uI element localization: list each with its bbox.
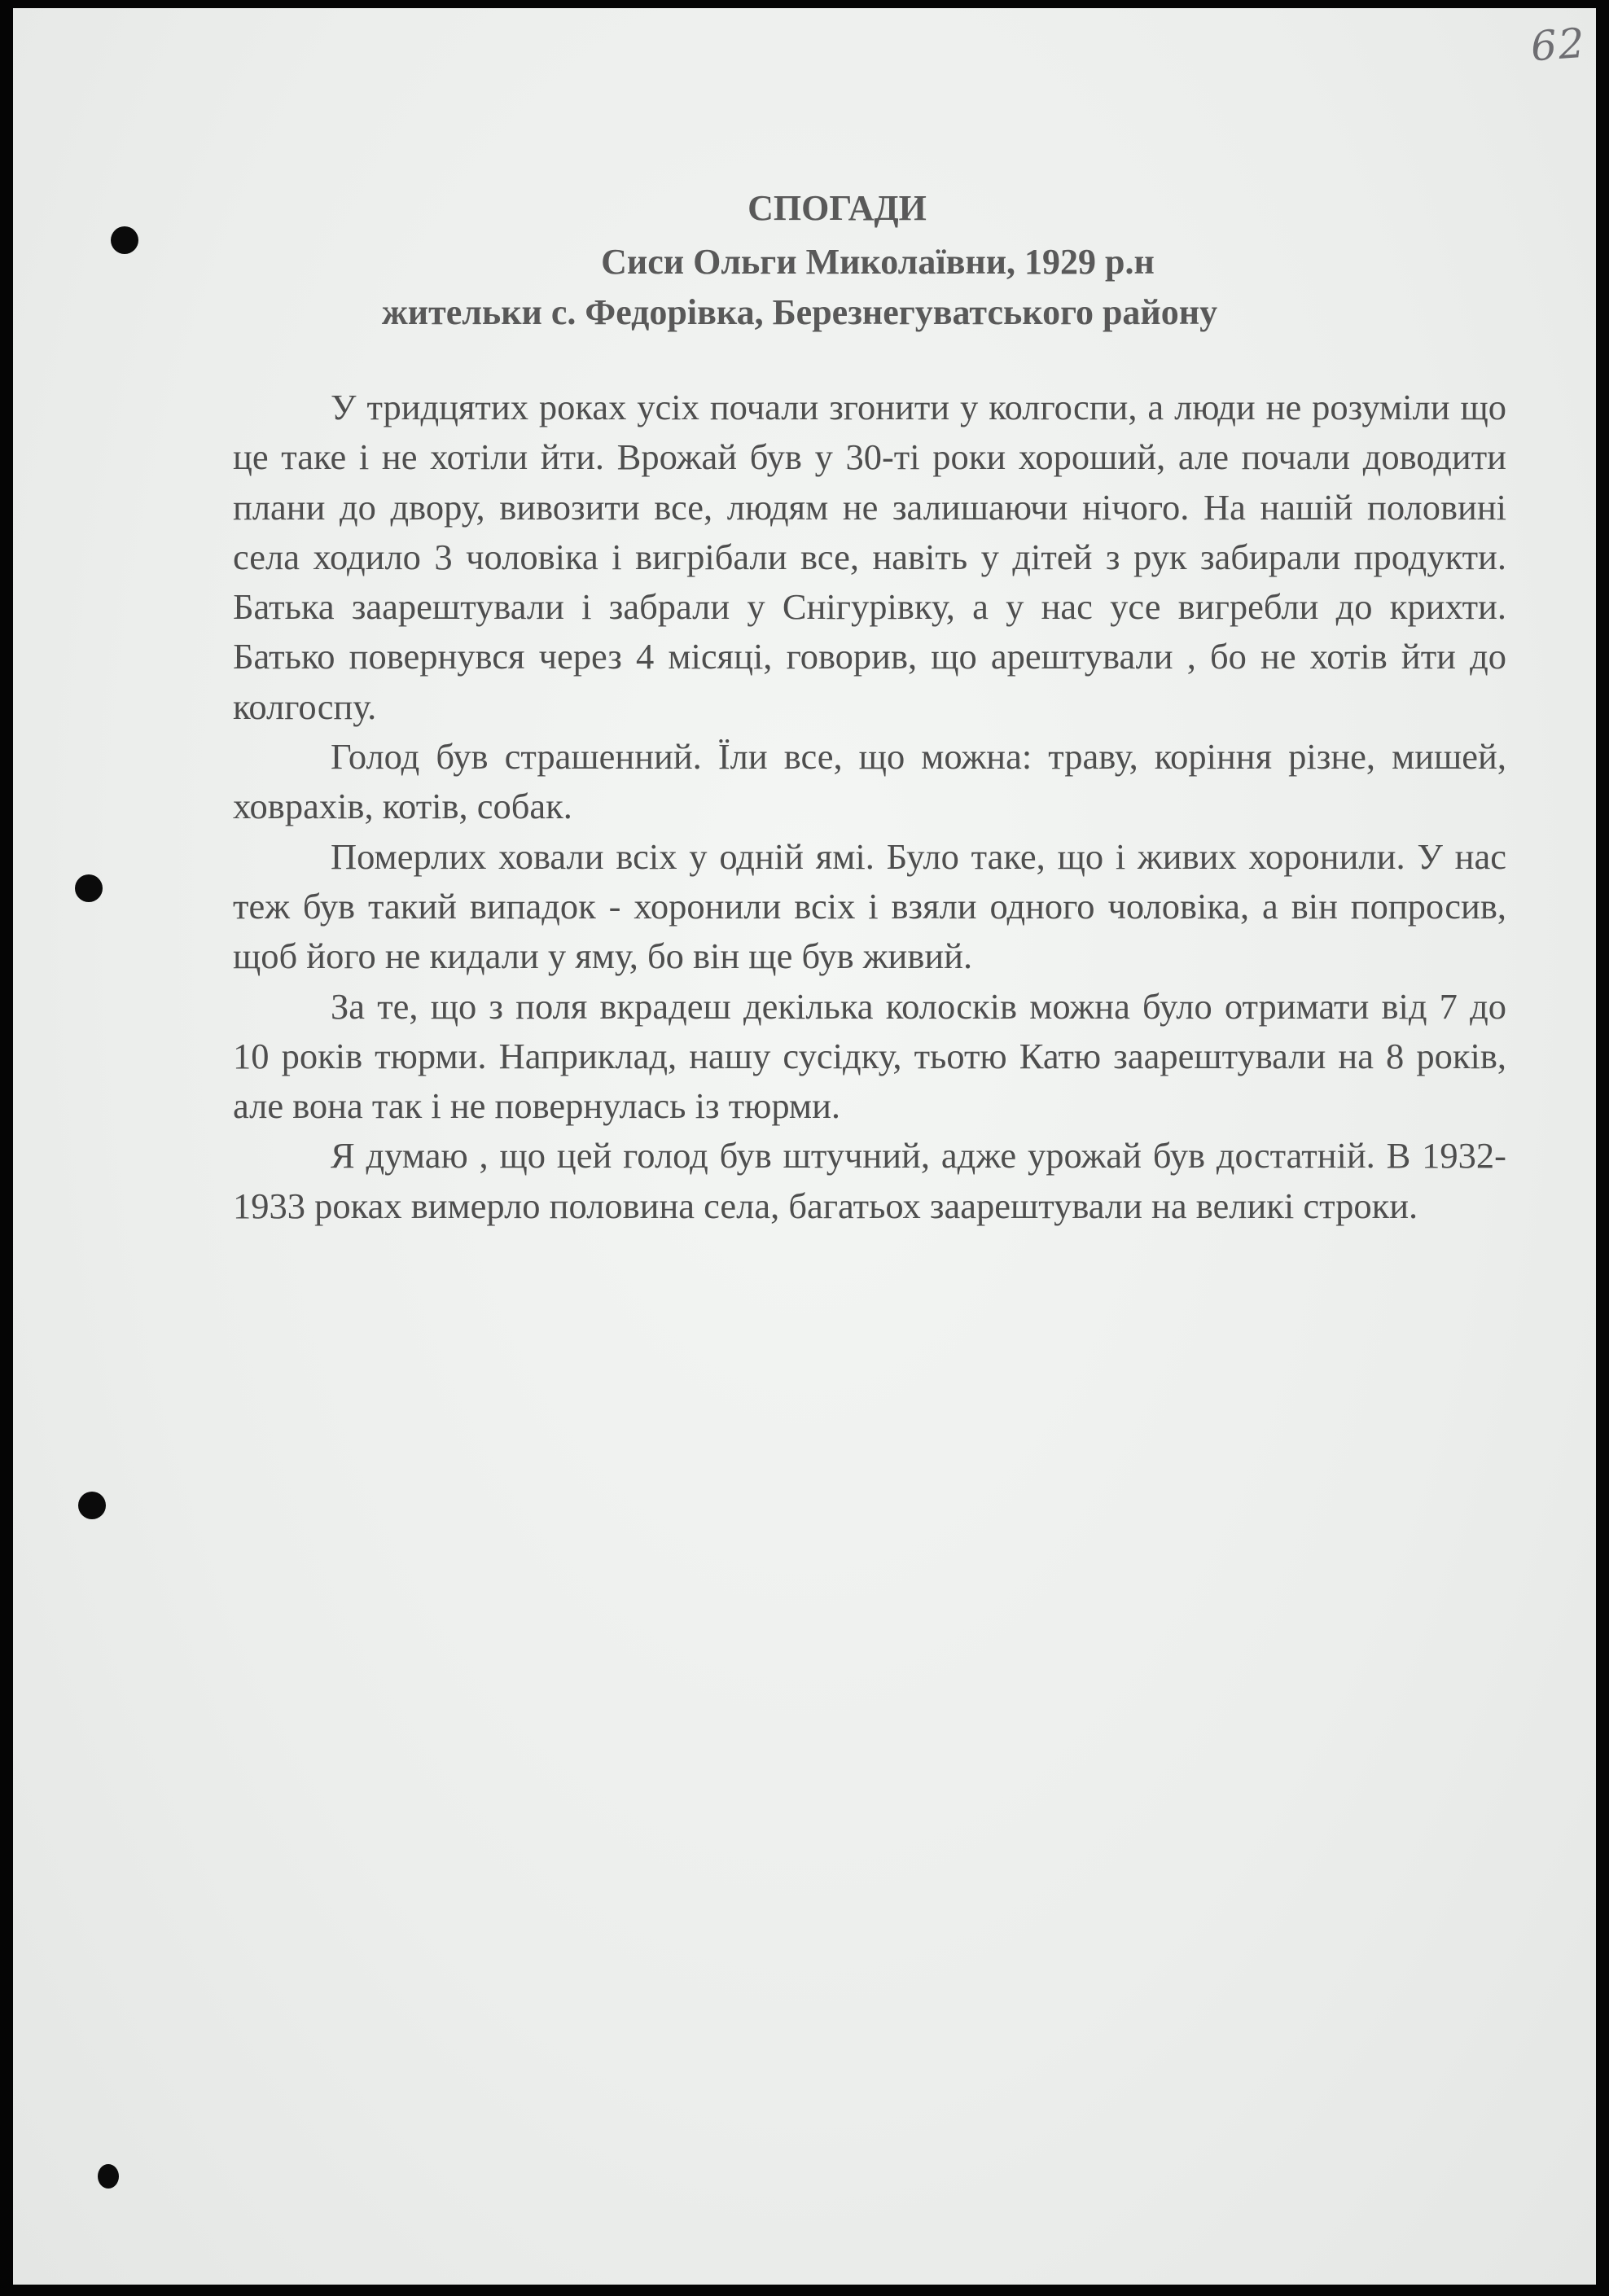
- paragraph-1: У тридцятих роках усіх почали згонити у колгоспи, а люди не розуміли що це таке і не хотіли йти. Врожай був у 30-ті роки хороший, але почали доводити плани до двору, вивозити все, людям не залишаючи нічого. На нашій половині села ходило 3 чоловіка і вигрібали все, навіть у дітей з рук забирали продукти. Батька заарештували і забрали у Снігурівку, а у нас усе вигребли до крихти. Батько повернувся через 4 місяці, говорив, що арештували , бо не хотів йти до колгоспу.: [233, 387, 1506, 727]
- document-location: жительки с. Федорівка, Березнегуватського району: [381, 292, 1218, 332]
- document-body: [233, 383, 1506, 1231]
- punch-hole-2: [75, 874, 103, 902]
- paragraph-2: Голод був страшенний. Їли все, що можна: траву, коріння різне, мишей, ховрахів, котів, собак.: [233, 736, 1506, 827]
- document-subtitle: Сиси Ольги Миколаївни, 1929 р.н: [601, 242, 1155, 282]
- document-page: [13, 8, 1596, 2285]
- punch-hole-3: [78, 1492, 106, 1519]
- page-number: 62: [1529, 19, 1588, 71]
- paragraph-3: Померлих ховали всіх у одній ямі. Було таке, що і живих хоронили. У нас теж був такий випадок - хоронили всіх і взяли одного чоловіка, а він попросив, щоб його не кидали у яму, бо він ще був живий.: [233, 835, 1506, 977]
- document-title: СПОГАДИ: [748, 188, 927, 228]
- punch-hole-4: [98, 2164, 119, 2189]
- paragraph-5: Я думаю , що цей голод був штучний, адже урожай був достатній. В 1932-1933 роках вимерло половина села, багатьох заарештували на великі строки.: [233, 1135, 1506, 1226]
- paragraph-4: За те, що з поля вкрадеш декілька колосків можна було отримати від 7 до 10 років тюрми. Наприклад, нашу сусідку, тьотю Катю заарештували на 8 років, але вона так і не повернулась із тюрми.: [233, 985, 1506, 1127]
